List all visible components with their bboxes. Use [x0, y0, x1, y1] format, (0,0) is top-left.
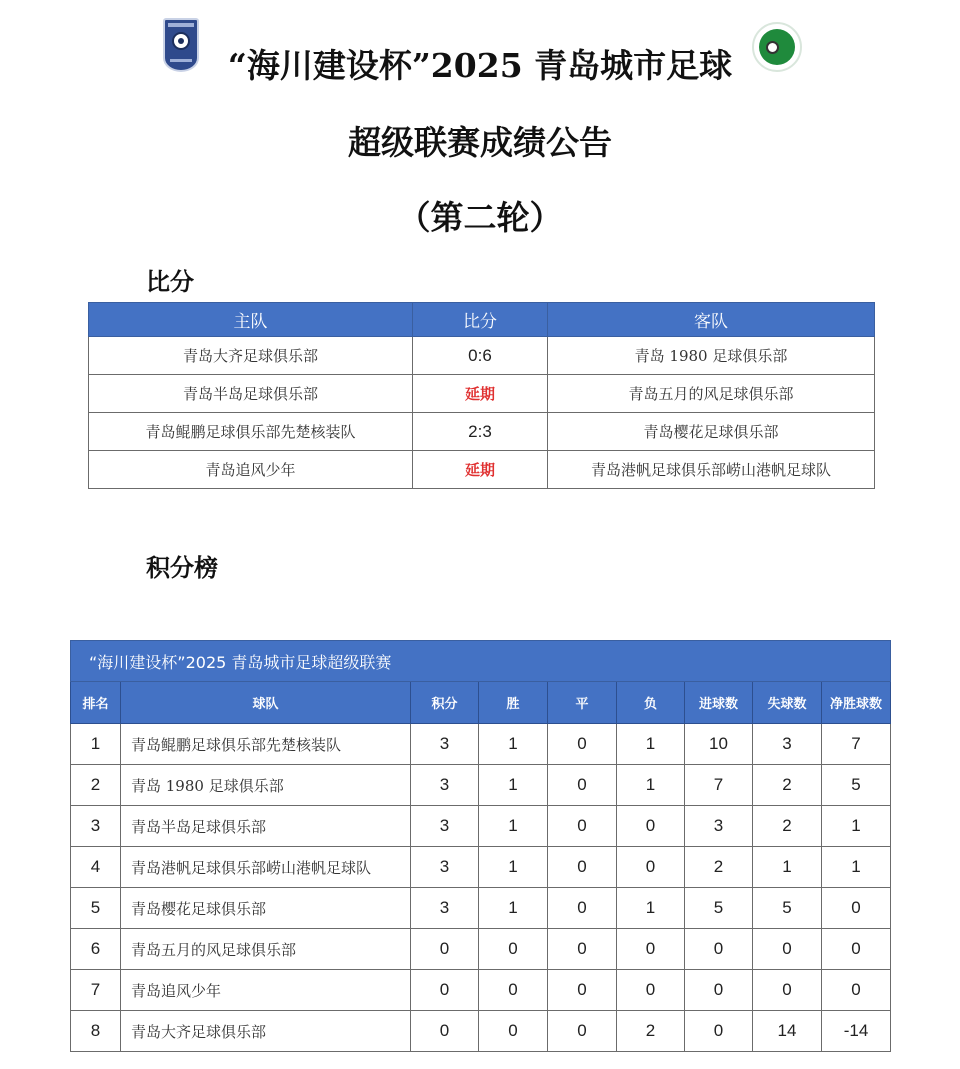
drawn: 0: [548, 1011, 617, 1052]
column-header-won: 胜: [479, 682, 548, 724]
lost: 0: [617, 970, 685, 1011]
lost: 1: [617, 888, 685, 929]
standings-row: [71, 888, 891, 929]
match-score: 2:3: [413, 413, 548, 451]
goals-against: 0: [753, 970, 822, 1011]
drawn: 0: [548, 847, 617, 888]
column-header-lost: 负: [617, 682, 685, 724]
away-team: 青岛 1980 足球俱乐部: [548, 337, 875, 375]
home-team: 青岛大齐足球俱乐部: [89, 337, 413, 375]
rank: 3: [71, 806, 121, 847]
logo-band: [168, 23, 194, 27]
goal-difference: 7: [822, 724, 891, 765]
match-score: 0:6: [413, 337, 548, 375]
team-name: 青岛 1980 足球俱乐部: [121, 765, 411, 806]
goals-for: 2: [685, 847, 753, 888]
column-header-score: 比分: [413, 303, 548, 337]
match-score-postponed: 延期: [413, 451, 548, 489]
away-team: 青岛港帆足球俱乐部崂山港帆足球队: [548, 451, 875, 489]
away-team: 青岛五月的风足球俱乐部: [548, 375, 875, 413]
goals-against: 5: [753, 888, 822, 929]
drawn: 0: [548, 888, 617, 929]
scores-header-row: [89, 303, 875, 337]
won: 0: [479, 1011, 548, 1052]
column-header-rank: 排名: [71, 682, 121, 724]
goal-difference: 0: [822, 970, 891, 1011]
rank: 7: [71, 970, 121, 1011]
won: 1: [479, 724, 548, 765]
rank: 6: [71, 929, 121, 970]
rank: 5: [71, 888, 121, 929]
goals-for: 10: [685, 724, 753, 765]
goals-against: 0: [753, 929, 822, 970]
home-team: 青岛追风少年: [89, 451, 413, 489]
points: 0: [411, 1011, 479, 1052]
won: 0: [479, 970, 548, 1011]
column-header-points: 积分: [411, 682, 479, 724]
team-name: 青岛大齐足球俱乐部: [121, 1011, 411, 1052]
team-name: 青岛五月的风足球俱乐部: [121, 929, 411, 970]
scores-table: [88, 302, 875, 489]
column-header-drawn: 平: [548, 682, 617, 724]
goal-difference: 1: [822, 847, 891, 888]
standings-row: [71, 765, 891, 806]
standings-caption: “海川建设杯”2025 青岛城市足球超级联赛: [71, 641, 891, 682]
points: 0: [411, 929, 479, 970]
home-team: 青岛鲲鹏足球俱乐部先楚核装队: [89, 413, 413, 451]
lost: 0: [617, 929, 685, 970]
team-name: 青岛鲲鹏足球俱乐部先楚核装队: [121, 724, 411, 765]
goals-against: 1: [753, 847, 822, 888]
goals-for: 3: [685, 806, 753, 847]
match-row: [89, 375, 875, 413]
won: 1: [479, 806, 548, 847]
column-header-home: 主队: [89, 303, 413, 337]
points: 0: [411, 970, 479, 1011]
lost: 2: [617, 1011, 685, 1052]
standings-row: [71, 847, 891, 888]
goals-for: 0: [685, 1011, 753, 1052]
goal-difference: 5: [822, 765, 891, 806]
points: 3: [411, 765, 479, 806]
points: 3: [411, 724, 479, 765]
lost: 1: [617, 765, 685, 806]
points: 3: [411, 806, 479, 847]
column-header-goals-against: 失球数: [753, 682, 822, 724]
rank: 1: [71, 724, 121, 765]
rank: 8: [71, 1011, 121, 1052]
standings-row: [71, 970, 891, 1011]
column-header-goal-difference: 净胜球数: [822, 682, 891, 724]
page-subtitle: 超级联赛成绩公告: [348, 123, 612, 162]
lost: 0: [617, 806, 685, 847]
team-name: 青岛半岛足球俱乐部: [121, 806, 411, 847]
goals-for: 5: [685, 888, 753, 929]
points: 3: [411, 847, 479, 888]
team-name: 青岛追风少年: [121, 970, 411, 1011]
goal-difference: 1: [822, 806, 891, 847]
won: 0: [479, 929, 548, 970]
match-row: [89, 413, 875, 451]
drawn: 0: [548, 970, 617, 1011]
column-header-goals-for: 进球数: [685, 682, 753, 724]
standings-row: [71, 1011, 891, 1052]
round-label: （第二轮）: [397, 198, 563, 237]
match-row: [89, 451, 875, 489]
lost: 0: [617, 847, 685, 888]
goals-against: 3: [753, 724, 822, 765]
away-team: 青岛樱花足球俱乐部: [548, 413, 875, 451]
home-team: 青岛半岛足球俱乐部: [89, 375, 413, 413]
goal-difference: 0: [822, 929, 891, 970]
goals-against: 2: [753, 765, 822, 806]
goals-against: 14: [753, 1011, 822, 1052]
drawn: 0: [548, 765, 617, 806]
drawn: 0: [548, 929, 617, 970]
lost: 1: [617, 724, 685, 765]
match-row: [89, 337, 875, 375]
rank: 4: [71, 847, 121, 888]
team-name: 青岛樱花足球俱乐部: [121, 888, 411, 929]
drawn: 0: [548, 724, 617, 765]
points: 3: [411, 888, 479, 929]
goal-difference: -14: [822, 1011, 891, 1052]
standings-caption-row: [71, 641, 891, 682]
goals-for: 0: [685, 970, 753, 1011]
standings-header-row: [71, 682, 891, 724]
column-header-away: 客队: [548, 303, 875, 337]
match-score-postponed: 延期: [413, 375, 548, 413]
page-title: “海川建设杯”2025 青岛城市足球: [227, 46, 733, 85]
scores-heading: 比分: [146, 267, 194, 296]
standings-row: [71, 724, 891, 765]
team-name: 青岛港帆足球俱乐部崂山港帆足球队: [121, 847, 411, 888]
won: 1: [479, 765, 548, 806]
column-header-team: 球队: [121, 682, 411, 724]
rank: 2: [71, 765, 121, 806]
won: 1: [479, 847, 548, 888]
standings-heading: 积分榜: [146, 553, 218, 582]
standings-row: [71, 929, 891, 970]
goal-difference: 0: [822, 888, 891, 929]
goals-for: 7: [685, 765, 753, 806]
standings-row: [71, 806, 891, 847]
goals-against: 2: [753, 806, 822, 847]
goals-for: 0: [685, 929, 753, 970]
standings-table: [70, 640, 891, 1052]
won: 1: [479, 888, 548, 929]
drawn: 0: [548, 806, 617, 847]
